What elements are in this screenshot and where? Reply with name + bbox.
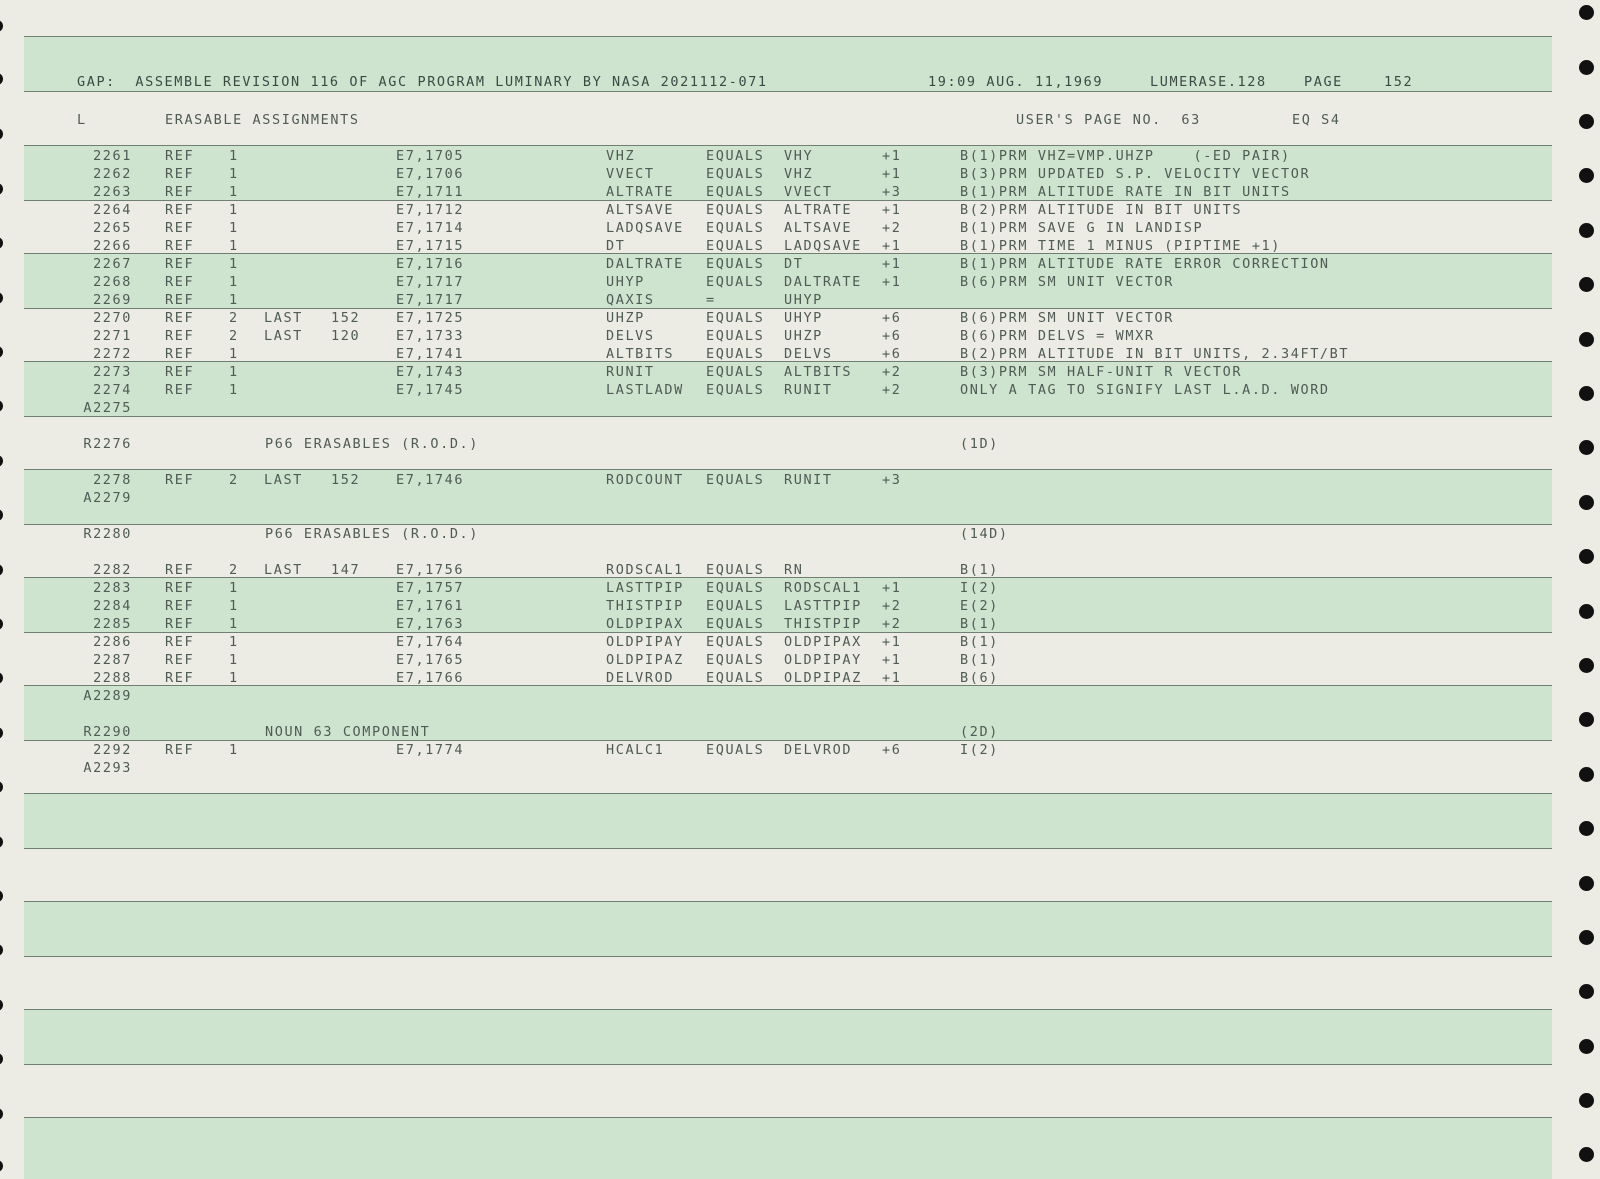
line-number: 2268 [93,274,132,290]
opcode: EQUALS [706,274,765,290]
comment: B(6) [960,670,999,686]
feed-hole [0,1053,3,1065]
last-keyword: LAST [264,472,303,488]
comment: B(3)PRM UPDATED S.P. VELOCITY VECTOR [960,166,1311,182]
offset: +3 [882,472,902,488]
opcode: EQUALS [706,166,765,182]
symbol-label: ALTSAVE [606,202,675,218]
offset: +1 [882,148,902,164]
ref-count: 1 [229,256,239,272]
feed-hole [1579,1039,1594,1054]
address: E7,1712 [396,202,465,218]
offset: +6 [882,310,902,326]
address: E7,1756 [396,562,465,578]
rule-line [24,1009,1552,1010]
offset: +2 [882,616,902,632]
feed-hole [0,618,3,630]
symbol-label: UHYP [606,274,645,290]
address: E7,1766 [396,670,465,686]
comment: B(2)PRM ALTITUDE IN BIT UNITS [960,202,1243,218]
ref-count: 1 [229,220,239,236]
comment: B(1)PRM ALTITUDE RATE ERROR CORRECTION [960,256,1330,272]
address: E7,1764 [396,634,465,650]
symbol-label: OLDPIPAZ [606,652,684,668]
feed-hole [0,292,3,304]
rule-line [24,200,1552,201]
rule-line [24,848,1552,849]
offset: +1 [882,634,902,650]
operand: DALTRATE [784,274,862,290]
feed-hole [1579,277,1594,292]
line-number: 2272 [93,346,132,362]
symbol-label: ALTRATE [606,184,675,200]
line-number: 2287 [93,652,132,668]
offset: +6 [882,346,902,362]
ref-keyword: REF [165,184,195,200]
symbol-label: DELVS [606,328,655,344]
opcode: EQUALS [706,580,765,596]
ref-count: 1 [229,616,239,632]
line-number: 2269 [93,292,132,308]
line-number: 2266 [93,238,132,254]
rule-line [24,901,1552,902]
operand: UHYP [784,310,823,326]
opcode: EQUALS [706,598,765,614]
green-band [24,1117,1552,1179]
address: E7,1711 [396,184,465,200]
ref-count: 1 [229,148,239,164]
line-number: R2280 [83,526,132,542]
feed-hole [1579,549,1594,564]
opcode: EQUALS [706,328,765,344]
ref-count: 1 [229,166,239,182]
feed-hole [0,455,3,467]
address: E7,1717 [396,274,465,290]
address: E7,1757 [396,580,465,596]
rule-line [24,1064,1552,1065]
ref-keyword: REF [165,382,195,398]
symbol-label: LADQSAVE [606,220,684,236]
line-number: 2270 [93,310,132,326]
feed-hole [1579,60,1594,75]
opcode: EQUALS [706,310,765,326]
symbol-label: DALTRATE [606,256,684,272]
ref-keyword: REF [165,472,195,488]
ref-keyword: REF [165,598,195,614]
line-number: R2290 [83,724,132,740]
line-number: 2285 [93,616,132,632]
operand: VHY [784,148,814,164]
line-number: A2293 [83,760,132,776]
ref-count: 1 [229,364,239,380]
comment: B(6)PRM SM UNIT VECTOR [960,310,1175,326]
line-number: 2264 [93,202,132,218]
file-name: LUMERASE.128 [1150,74,1267,90]
feed-hole [0,400,3,412]
ref-count: 1 [229,652,239,668]
feed-hole [0,781,3,793]
symbol-label: UHZP [606,310,645,326]
offset: +3 [882,184,902,200]
rule-line [24,740,1552,741]
comment: B(1)PRM TIME 1 MINUS (PIPTIME +1) [960,238,1282,254]
comment: B(1) [960,562,999,578]
rule-line [24,524,1552,525]
line-number: 2271 [93,328,132,344]
feed-hole [1579,930,1594,945]
address: E7,1714 [396,220,465,236]
feed-hole [1579,876,1594,891]
opcode: EQUALS [706,364,765,380]
feed-hole [1579,386,1594,401]
operand: DT [784,256,804,272]
feed-hole [1579,5,1594,20]
comment: B(6)PRM DELVS = WMXR [960,328,1155,344]
line-number: 2265 [93,220,132,236]
ref-keyword: REF [165,256,195,272]
last-page: 120 [331,328,361,344]
feed-hole [1579,332,1594,347]
comment: B(2)PRM ALTITUDE IN BIT UNITS, 2.34FT/BT [960,346,1350,362]
ref-keyword: REF [165,238,195,254]
operand: UHZP [784,328,823,344]
comment: B(1) [960,634,999,650]
operand: DELVS [784,346,833,362]
rule-line [24,308,1552,309]
ref-keyword: REF [165,634,195,650]
symbol-label: VHZ [606,148,636,164]
offset: +1 [882,580,902,596]
offset: +1 [882,670,902,686]
ref-keyword: REF [165,346,195,362]
feed-hole [0,73,3,85]
comment: B(3)PRM SM HALF-UNIT R VECTOR [960,364,1243,380]
ref-count: 2 [229,328,239,344]
operand: THISTPIP [784,616,862,632]
feed-hole [0,727,3,739]
offset: +2 [882,598,902,614]
address: E7,1765 [396,652,465,668]
comment: B(6)PRM SM UNIT VECTOR [960,274,1175,290]
address: E7,1715 [396,238,465,254]
green-band [24,793,1552,848]
ref-keyword: REF [165,148,195,164]
symbol-label: DELVROD [606,670,675,686]
line-number: A2275 [83,400,132,416]
address: E7,1761 [396,598,465,614]
ref-count: 1 [229,580,239,596]
operand: OLDPIPAY [784,652,862,668]
line-number: 2283 [93,580,132,596]
operand: RUNIT [784,382,833,398]
offset: +1 [882,238,902,254]
ref-count: 1 [229,598,239,614]
section-heading: P66 ERASABLES (R.O.D.) [265,526,480,542]
offset: +6 [882,742,902,758]
offset: +2 [882,364,902,380]
operand: VVECT [784,184,833,200]
comment: I(2) [960,742,999,758]
address: E7,1746 [396,472,465,488]
feed-hole [0,20,3,32]
section-title: ERASABLE ASSIGNMENTS [165,112,360,128]
page-label: PAGE [1304,74,1343,90]
address: E7,1763 [396,616,465,632]
operand: VHZ [784,166,814,182]
feed-hole [0,183,3,195]
symbol-label: LASTLADW [606,382,684,398]
offset: +1 [882,202,902,218]
ref-keyword: REF [165,202,195,218]
print-datetime: 19:09 AUG. 11,1969 [928,74,1104,90]
users-page-number: USER'S PAGE NO. 63 [1016,112,1201,128]
line-number: 2267 [93,256,132,272]
feed-hole [0,564,3,576]
section-heading: NOUN 63 COMPONENT [265,724,431,740]
comment: E(2) [960,598,999,614]
ref-count: 1 [229,238,239,254]
symbol-label: RODSCAL1 [606,562,684,578]
opcode: EQUALS [706,562,765,578]
green-band [24,901,1552,956]
symbol-label: OLDPIPAX [606,616,684,632]
operand: RODSCAL1 [784,580,862,596]
address: E7,1725 [396,310,465,326]
comment: B(1)PRM SAVE G IN LANDISP [960,220,1204,236]
operand: OLDPIPAZ [784,670,862,686]
rule-line [24,145,1552,146]
feed-hole [1579,114,1594,129]
line-number: 2278 [93,472,132,488]
feed-hole [0,346,3,358]
ref-keyword: REF [165,580,195,596]
symbol-label: HCALC1 [606,742,665,758]
feed-hole [1579,658,1594,673]
feed-hole [1579,1093,1594,1108]
address: E7,1743 [396,364,465,380]
line-number: A2279 [83,490,132,506]
eq-code: EQ S4 [1292,112,1341,128]
line-number: 2273 [93,364,132,380]
feed-hole [0,944,3,956]
opcode: EQUALS [706,634,765,650]
line-number: R2276 [83,436,132,452]
line-number: 2263 [93,184,132,200]
line-number: 2284 [93,598,132,614]
ref-count: 1 [229,742,239,758]
ref-count: 1 [229,292,239,308]
symbol-label: QAXIS [606,292,655,308]
comment: (14D) [960,526,1009,542]
symbol-label: LASTTPIP [606,580,684,596]
address: E7,1716 [396,256,465,272]
symbol-label: RODCOUNT [606,472,684,488]
rule-line [24,793,1552,794]
offset: +2 [882,220,902,236]
last-page: 152 [331,472,361,488]
feed-hole [1579,604,1594,619]
rule-line [24,91,1552,92]
operand: OLDPIPAX [784,634,862,650]
feed-hole [1579,495,1594,510]
ref-count: 1 [229,346,239,362]
address: E7,1774 [396,742,465,758]
comment: (1D) [960,436,999,452]
ref-count: 2 [229,472,239,488]
line-number: 2292 [93,742,132,758]
ref-keyword: REF [165,742,195,758]
feed-hole [1579,168,1594,183]
opcode: EQUALS [706,652,765,668]
opcode: EQUALS [706,742,765,758]
symbol-label: ALTBITS [606,346,675,362]
comment: B(1) [960,652,999,668]
ref-keyword: REF [165,274,195,290]
feed-hole [1579,712,1594,727]
ref-count: 1 [229,382,239,398]
feed-hole [0,836,3,848]
last-page: 152 [331,310,361,326]
feed-hole [1579,767,1594,782]
feed-hole [0,1108,3,1120]
comment: B(1)PRM ALTITUDE RATE IN BIT UNITS [960,184,1291,200]
offset: +2 [882,382,902,398]
rule-line [24,1117,1552,1118]
ref-keyword: REF [165,670,195,686]
address: E7,1705 [396,148,465,164]
comment: I(2) [960,580,999,596]
ref-keyword: REF [165,652,195,668]
opcode: EQUALS [706,616,765,632]
operand: LADQSAVE [784,238,862,254]
address: E7,1717 [396,292,465,308]
ref-count: 1 [229,634,239,650]
opcode: EQUALS [706,184,765,200]
feed-hole [1579,223,1594,238]
symbol-label: DT [606,238,626,254]
symbol-label: VVECT [606,166,655,182]
feed-hole [1579,440,1594,455]
feed-hole [0,128,3,140]
offset: +1 [882,166,902,182]
ref-count: 1 [229,274,239,290]
last-keyword: LAST [264,310,303,326]
operand: RUNIT [784,472,833,488]
rule-line [24,956,1552,957]
opcode: EQUALS [706,472,765,488]
operand: DELVROD [784,742,853,758]
page-number: 152 [1384,74,1414,90]
last-page: 147 [331,562,361,578]
symbol-label: THISTPIP [606,598,684,614]
rule-line [24,632,1552,633]
rule-line [24,36,1552,37]
offset: +1 [882,274,902,290]
ref-keyword: REF [165,616,195,632]
comment: B(1)PRM VHZ=VMP.UHZP (-ED PAIR) [960,148,1291,164]
comment: B(1) [960,616,999,632]
feed-hole [0,237,3,249]
feed-hole [1579,984,1594,999]
operand: ALTSAVE [784,220,853,236]
opcode: = [706,292,716,308]
ref-count: 2 [229,310,239,326]
address: E7,1706 [396,166,465,182]
ref-count: 1 [229,202,239,218]
symbol-label: OLDPIPAY [606,634,684,650]
opcode: EQUALS [706,670,765,686]
page-title: GAP: ASSEMBLE REVISION 116 OF AGC PROGRAM LUMINARY BY NASA 2021112-071 [77,74,768,90]
feed-hole [0,672,3,684]
line-number: A2289 [83,688,132,704]
symbol-label: RUNIT [606,364,655,380]
opcode: EQUALS [706,382,765,398]
operand: ALTRATE [784,202,853,218]
last-keyword: LAST [264,562,303,578]
address: E7,1741 [396,346,465,362]
ref-keyword: REF [165,364,195,380]
ref-keyword: REF [165,220,195,236]
ref-keyword: REF [165,310,195,326]
ref-count: 2 [229,562,239,578]
feed-hole [0,1160,3,1172]
line-number: 2286 [93,634,132,650]
ref-count: 1 [229,670,239,686]
comment: (2D) [960,724,999,740]
feed-hole [0,509,3,521]
ref-count: 1 [229,184,239,200]
address: E7,1733 [396,328,465,344]
section-heading: P66 ERASABLES (R.O.D.) [265,436,480,452]
rule-line [24,416,1552,417]
operand: UHYP [784,292,823,308]
opcode: EQUALS [706,202,765,218]
opcode: EQUALS [706,220,765,236]
line-number: 2261 [93,148,132,164]
line-number: 2262 [93,166,132,182]
operand: LASTTPIP [784,598,862,614]
feed-hole [1579,821,1594,836]
offset: +1 [882,256,902,272]
opcode: EQUALS [706,238,765,254]
operand: ALTBITS [784,364,853,380]
line-number: 2282 [93,562,132,578]
address: E7,1745 [396,382,465,398]
offset: +6 [882,328,902,344]
ref-keyword: REF [165,166,195,182]
offset: +1 [882,652,902,668]
rule-line [24,469,1552,470]
opcode: EQUALS [706,346,765,362]
green-band [24,1009,1552,1064]
opcode: EQUALS [706,256,765,272]
listing-type: L [77,112,87,128]
feed-hole [0,999,3,1011]
opcode: EQUALS [706,148,765,164]
line-number: 2274 [93,382,132,398]
comment: ONLY A TAG TO SIGNIFY LAST L.A.D. WORD [960,382,1330,398]
green-band [24,685,1552,740]
line-number: 2288 [93,670,132,686]
last-keyword: LAST [264,328,303,344]
ref-keyword: REF [165,562,195,578]
feed-hole [0,890,3,902]
ref-keyword: REF [165,328,195,344]
feed-hole [1579,1147,1594,1162]
ref-keyword: REF [165,292,195,308]
operand: RN [784,562,804,578]
